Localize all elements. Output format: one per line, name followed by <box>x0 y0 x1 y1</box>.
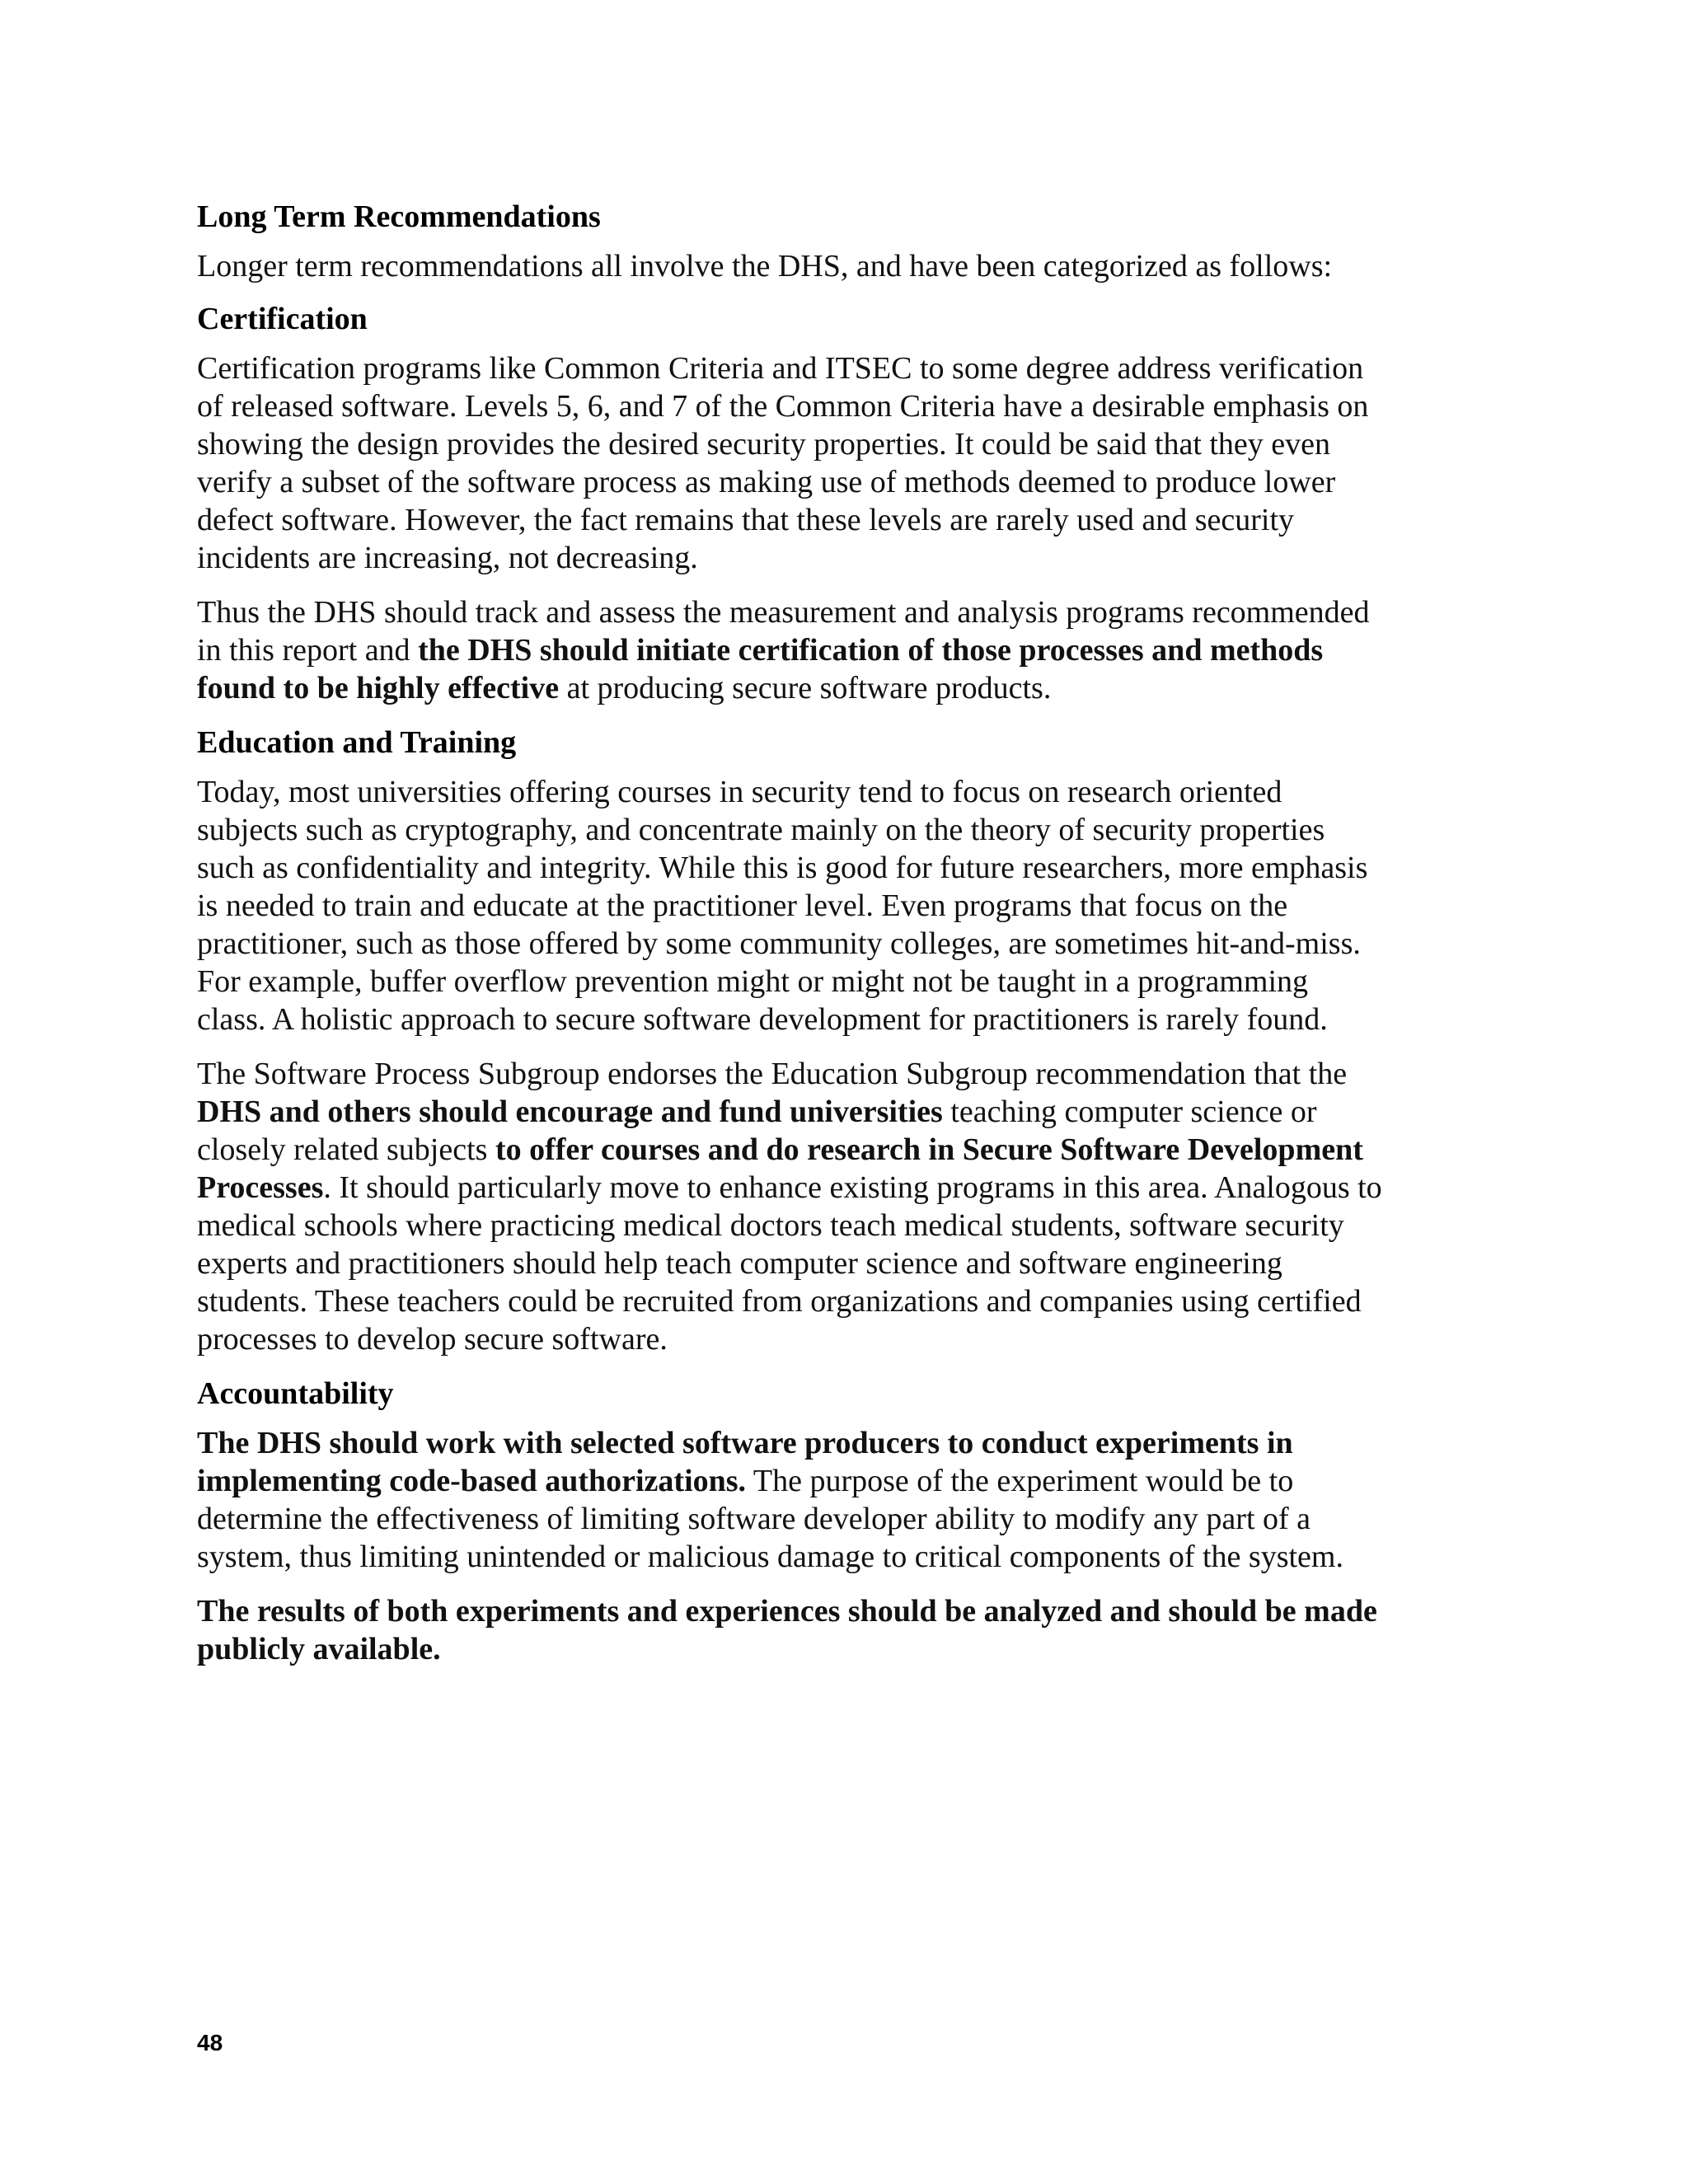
text-run: at producing secure software products. <box>559 671 1052 705</box>
paragraph-accountability-2 <box>197 1592 1384 1668</box>
paragraph-education-1: Today, most universities offering courses in security tend to focus on research oriented subjects such as cryptography, and concentrate mainly on the theory of security properties such as confidentiality and integrity. While this is good for future researchers, more emphasis is needed to train and educate at the practitioner level. Even programs that focus on the practitioner, such as those offered by some community colleges, are sometimes hit-and-miss. For example, buffer overflow prevention might or might not be taught in a programming class. A holistic approach to secure software development for practitioners is rarely found. <box>197 775 1368 1037</box>
paragraph-long-term-intro: Longer term recommendations all involve the DHS, and have been categorized as follows: <box>197 249 1333 284</box>
bold-recommendation: to offer courses and do research in Secure Software Development Processes <box>197 1132 1363 1205</box>
heading-education-and-training: Education and Training <box>197 725 517 760</box>
text-run: . It should particularly move to enhance existing programs in this area. Analogous to medical schools where practicing medical doctors teach medical students, software security experts and practitioners should help teach computer science and software engineering students. These teachers could be recruited from organizations and companies using certified processes to develop secure software. <box>197 1170 1382 1357</box>
paragraph-accountability-1 <box>197 1424 1384 1576</box>
bold-recommendation: The DHS should work with selected software producers to conduct experiments in implementing code-based authorizations. <box>197 1426 1293 1498</box>
bold-recommendation: DHS and others should encourage and fund universities <box>197 1094 943 1129</box>
heading-certification: Certification <box>197 302 368 336</box>
text-run: The Software Process Subgroup endorses the Education Subgroup recommendation that the <box>197 1057 1348 1091</box>
paragraph-certification-1: Certification programs like Common Criteria and ITSEC to some degree address verification of released software. Levels 5, 6, and 7 of the Common Criteria have a desirable emphasis on showing the design provides the desired security properties. It could be said that they even verify a subset of the software process as making use of methods deemed to produce lower defect software. However, the fact remains that these levels are rarely used and security incidents are increasing, not decreasing. <box>197 351 1369 575</box>
paragraph-education-2 <box>197 1055 1384 1358</box>
document-body <box>197 198 1384 1685</box>
text-run: teaching computer science or closely related subjects <box>197 1094 1317 1167</box>
text-run: Thus the DHS should track and assess the measurement and analysis programs recommended in this report and <box>197 595 1370 668</box>
page-number: 48 <box>197 2030 223 2055</box>
paragraph-certification-2 <box>197 593 1384 707</box>
heading-accountability: Accountability <box>197 1376 394 1411</box>
bold-recommendation: the DHS should initiate certification of those processes and methods found to be highly effective <box>197 633 1324 705</box>
bold-recommendation: The results of both experiments and experiences should be analyzed and should be made publicly available. <box>197 1594 1377 1666</box>
text-run: The purpose of the experiment would be to determine the effectiveness of limiting software developer ability to modify any part of a system, thus limiting unintended or malicious damage to critical components of the system. <box>197 1464 1343 1574</box>
heading-long-term-recommendations: Long Term Recommendations <box>197 199 601 234</box>
